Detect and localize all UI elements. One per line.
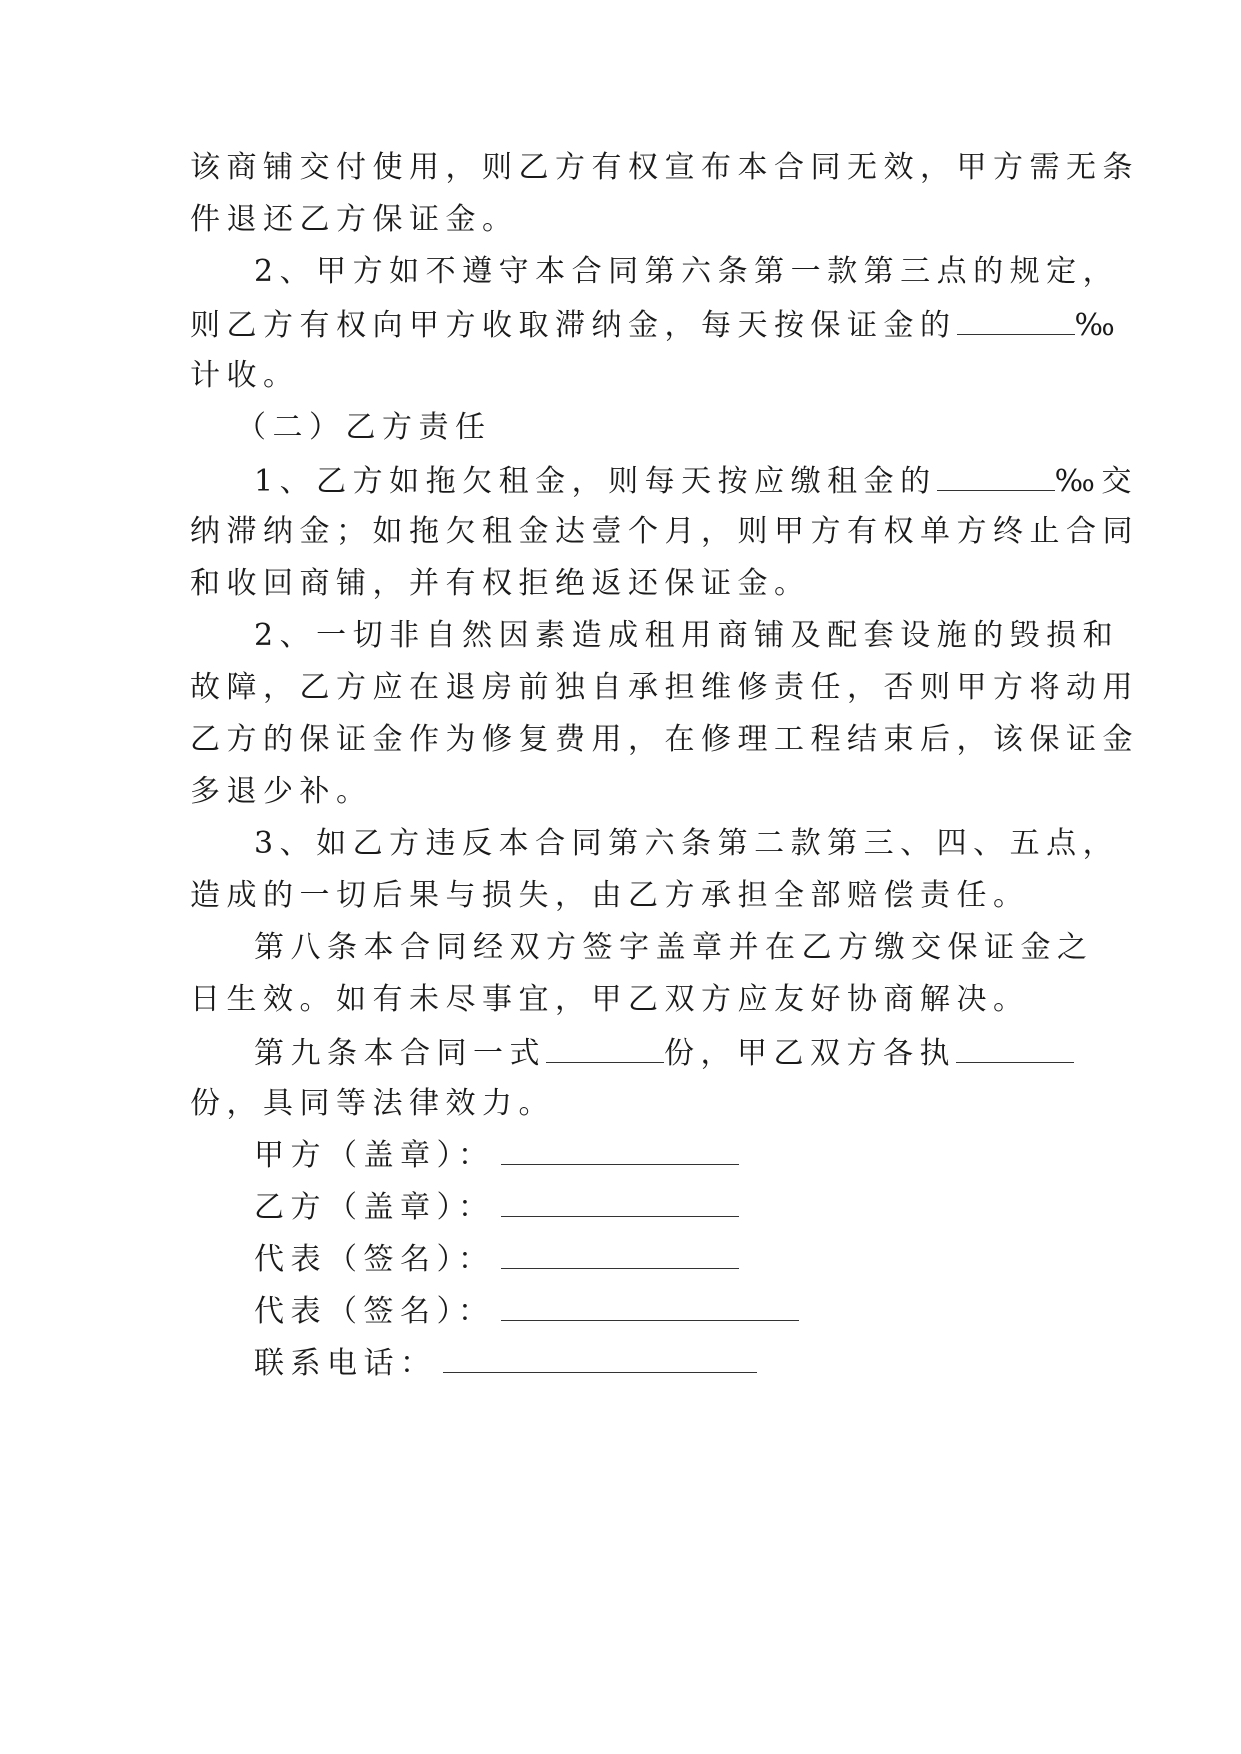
section-heading [236,408,1116,448]
text: 2、甲方如不遵守本合同第六条第一款第三点的规定， [254,254,1120,289]
text: 和收回商铺，并有权拒绝返还保证金。 [190,566,811,601]
text: 该商铺交付使用，则乙方有权宣布本合同无效，甲方需无条 [190,150,1139,185]
text: 2、一切非自然因素造成租用商铺及配套设施的毁损和 [254,618,1120,653]
party-a-seal-field[interactable] [501,1138,739,1165]
paragraph-line [190,512,1139,552]
signature-line [254,1240,1134,1280]
text: 第九条本合同一式 [254,1036,546,1071]
paragraph-line [190,148,1139,188]
paragraph-line [190,772,1070,812]
paragraph-line [190,1084,1070,1124]
text: 件退还乙方保证金。 [190,202,519,237]
paragraph-line [190,980,1070,1020]
representative-signature-field[interactable] [501,1242,739,1269]
paragraph-line [254,252,1134,292]
paragraph-line [254,824,1134,864]
paragraph-line [190,304,1122,344]
paragraph-line [254,928,1134,968]
text: ‰ [1074,308,1122,343]
paragraph-line [254,616,1134,656]
signature-label: 代表（签名）： [254,1294,495,1329]
signature-label: 甲方（盖章）： [254,1138,495,1173]
fill-blank[interactable] [937,460,1055,491]
signature-line [254,1136,1134,1176]
paragraph-line [190,200,1070,240]
fill-blank[interactable] [957,304,1075,335]
representative-signature-field[interactable] [501,1294,799,1321]
text: 份，甲乙双方各执 [664,1036,956,1071]
phone-field[interactable] [443,1346,757,1373]
paragraph-line [190,720,1139,760]
signature-line [254,1188,1134,1228]
text: 故障，乙方应在退房前独自承担维修责任，否则甲方将动用 [190,670,1139,705]
paragraph-line [190,668,1139,708]
text: 多退少补。 [190,774,373,809]
signature-line [254,1292,1134,1332]
signature-line [254,1344,1134,1384]
party-b-seal-field[interactable] [501,1190,739,1217]
paragraph-line [190,564,1070,604]
text: 第八条本合同经双方签字盖章并在乙方缴交保证金之 [254,930,1094,965]
text: 3、如乙方违反本合同第六条第二款第三、四、五点， [254,826,1120,861]
text: 1、乙方如拖欠租金，则每天按应缴租金的 [254,464,937,499]
signature-label: 乙方（盖章）： [254,1190,495,1225]
paragraph-line [254,460,1138,500]
text: ‰交 [1054,464,1138,499]
text: 乙方的保证金作为修复费用，在修理工程结束后，该保证金 [190,722,1139,757]
text: 则乙方有权向甲方收取滞纳金，每天按保证金的 [190,308,957,343]
text: （二）乙方责任 [236,410,492,445]
text: 计收。 [190,358,300,393]
text: 造成的一切后果与损失，由乙方承担全部赔偿责任。 [190,878,1030,913]
paragraph-line [254,1032,1134,1072]
fill-blank[interactable] [546,1032,664,1063]
paragraph-line [190,876,1070,916]
fill-blank[interactable] [956,1032,1074,1063]
signature-label: 代表（签名）： [254,1242,495,1277]
text: 日生效。如有未尽事宜，甲乙双方应友好协商解决。 [190,982,1030,1017]
paragraph-line [190,356,1070,396]
signature-label: 联系电话： [254,1346,437,1381]
text: 份，具同等法律效力。 [190,1086,555,1121]
text: 纳滞纳金；如拖欠租金达壹个月，则甲方有权单方终止合同 [190,514,1139,549]
